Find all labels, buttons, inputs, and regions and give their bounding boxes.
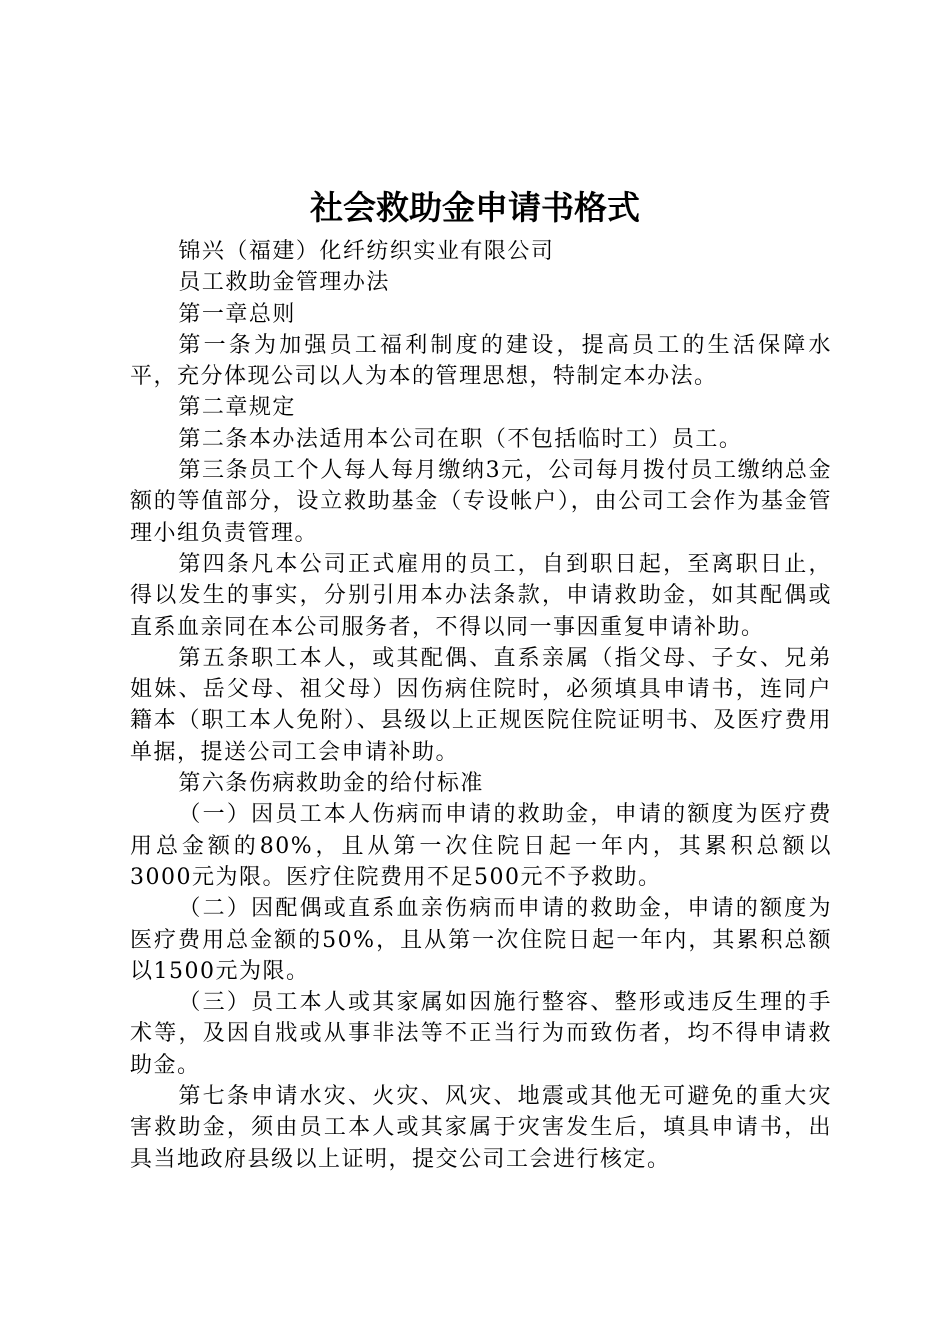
document-title: 社会救助金申请书格式 [310, 188, 640, 227]
document-body [130, 236, 832, 1175]
article-paragraph: 第三条员工个人每人每月缴纳3元，公司每月拨付员工缴纳总金额的等值部分，设立救助基金（专设帐户），由公司工会作为基金管理小组负责管理。 [130, 458, 832, 546]
article-paragraph: 第二条本办法适用本公司在职（不包括临时工）员工。 [178, 426, 743, 452]
clause-paragraph: （三）员工本人或其家属如因施行整容、整形或违反生理的手术等，及因自戕或从事非法等不正当行为而致伤者，均不得申请救助金。 [130, 990, 832, 1078]
company-name: 锦兴（福建）化纤纺织实业有限公司 [178, 239, 555, 264]
clause-paragraph: （二）因配偶或直系血亲伤病而申请的救助金，申请的额度为医疗费用总金额的50%，且从第一次住院日起一年内，其累积总额以1500元为限。 [130, 896, 832, 984]
chapter-heading: 第二章规定 [178, 395, 296, 421]
article-paragraph: 第四条凡本公司正式雇用的员工，自到职日起，至离职日止，得以发生的事实，分别引用本办法条款，申请救助金，如其配偶或直系血亲同在本公司服务者，不得以同一事因重复申请补助。 [130, 551, 832, 640]
clause-paragraph: （一）因员工本人伤病而申请的救助金，申请的额度为医疗费用总金额的80%，且从第一次住院日起一年内，其累积总额以3000元为限。医疗住院费用不足500元不予救助。 [130, 802, 832, 890]
article-paragraph: 第六条伤病救助金的给付标准 [178, 771, 484, 797]
article-paragraph: 第五条职工本人，或其配偶、直系亲属（指父母、子女、兄弟姐妹、岳父母、祖父母）因伤病住院时，必须填具申请书，连同户籍本（职工本人免附）、县级以上正规医院住院证明书、及医疗费用单据，提送公司工会申请补助。 [130, 645, 832, 765]
chapter-heading: 第一章总则 [178, 301, 296, 327]
article-paragraph: 第七条申请水灾、火灾、风灾、地震或其他无可避免的重大灾害救助金，须由员工本人或其家属于灾害发生后，填具申请书，出具当地政府县级以上证明，提交公司工会进行核定。 [130, 1084, 832, 1172]
regulation-name: 员工救助金管理办法 [178, 270, 390, 296]
article-paragraph: 第一条为加强员工福利制度的建设，提高员工的生活保障水平，充分体现公司以人为本的管理思想，特制定本办法。 [130, 332, 832, 390]
